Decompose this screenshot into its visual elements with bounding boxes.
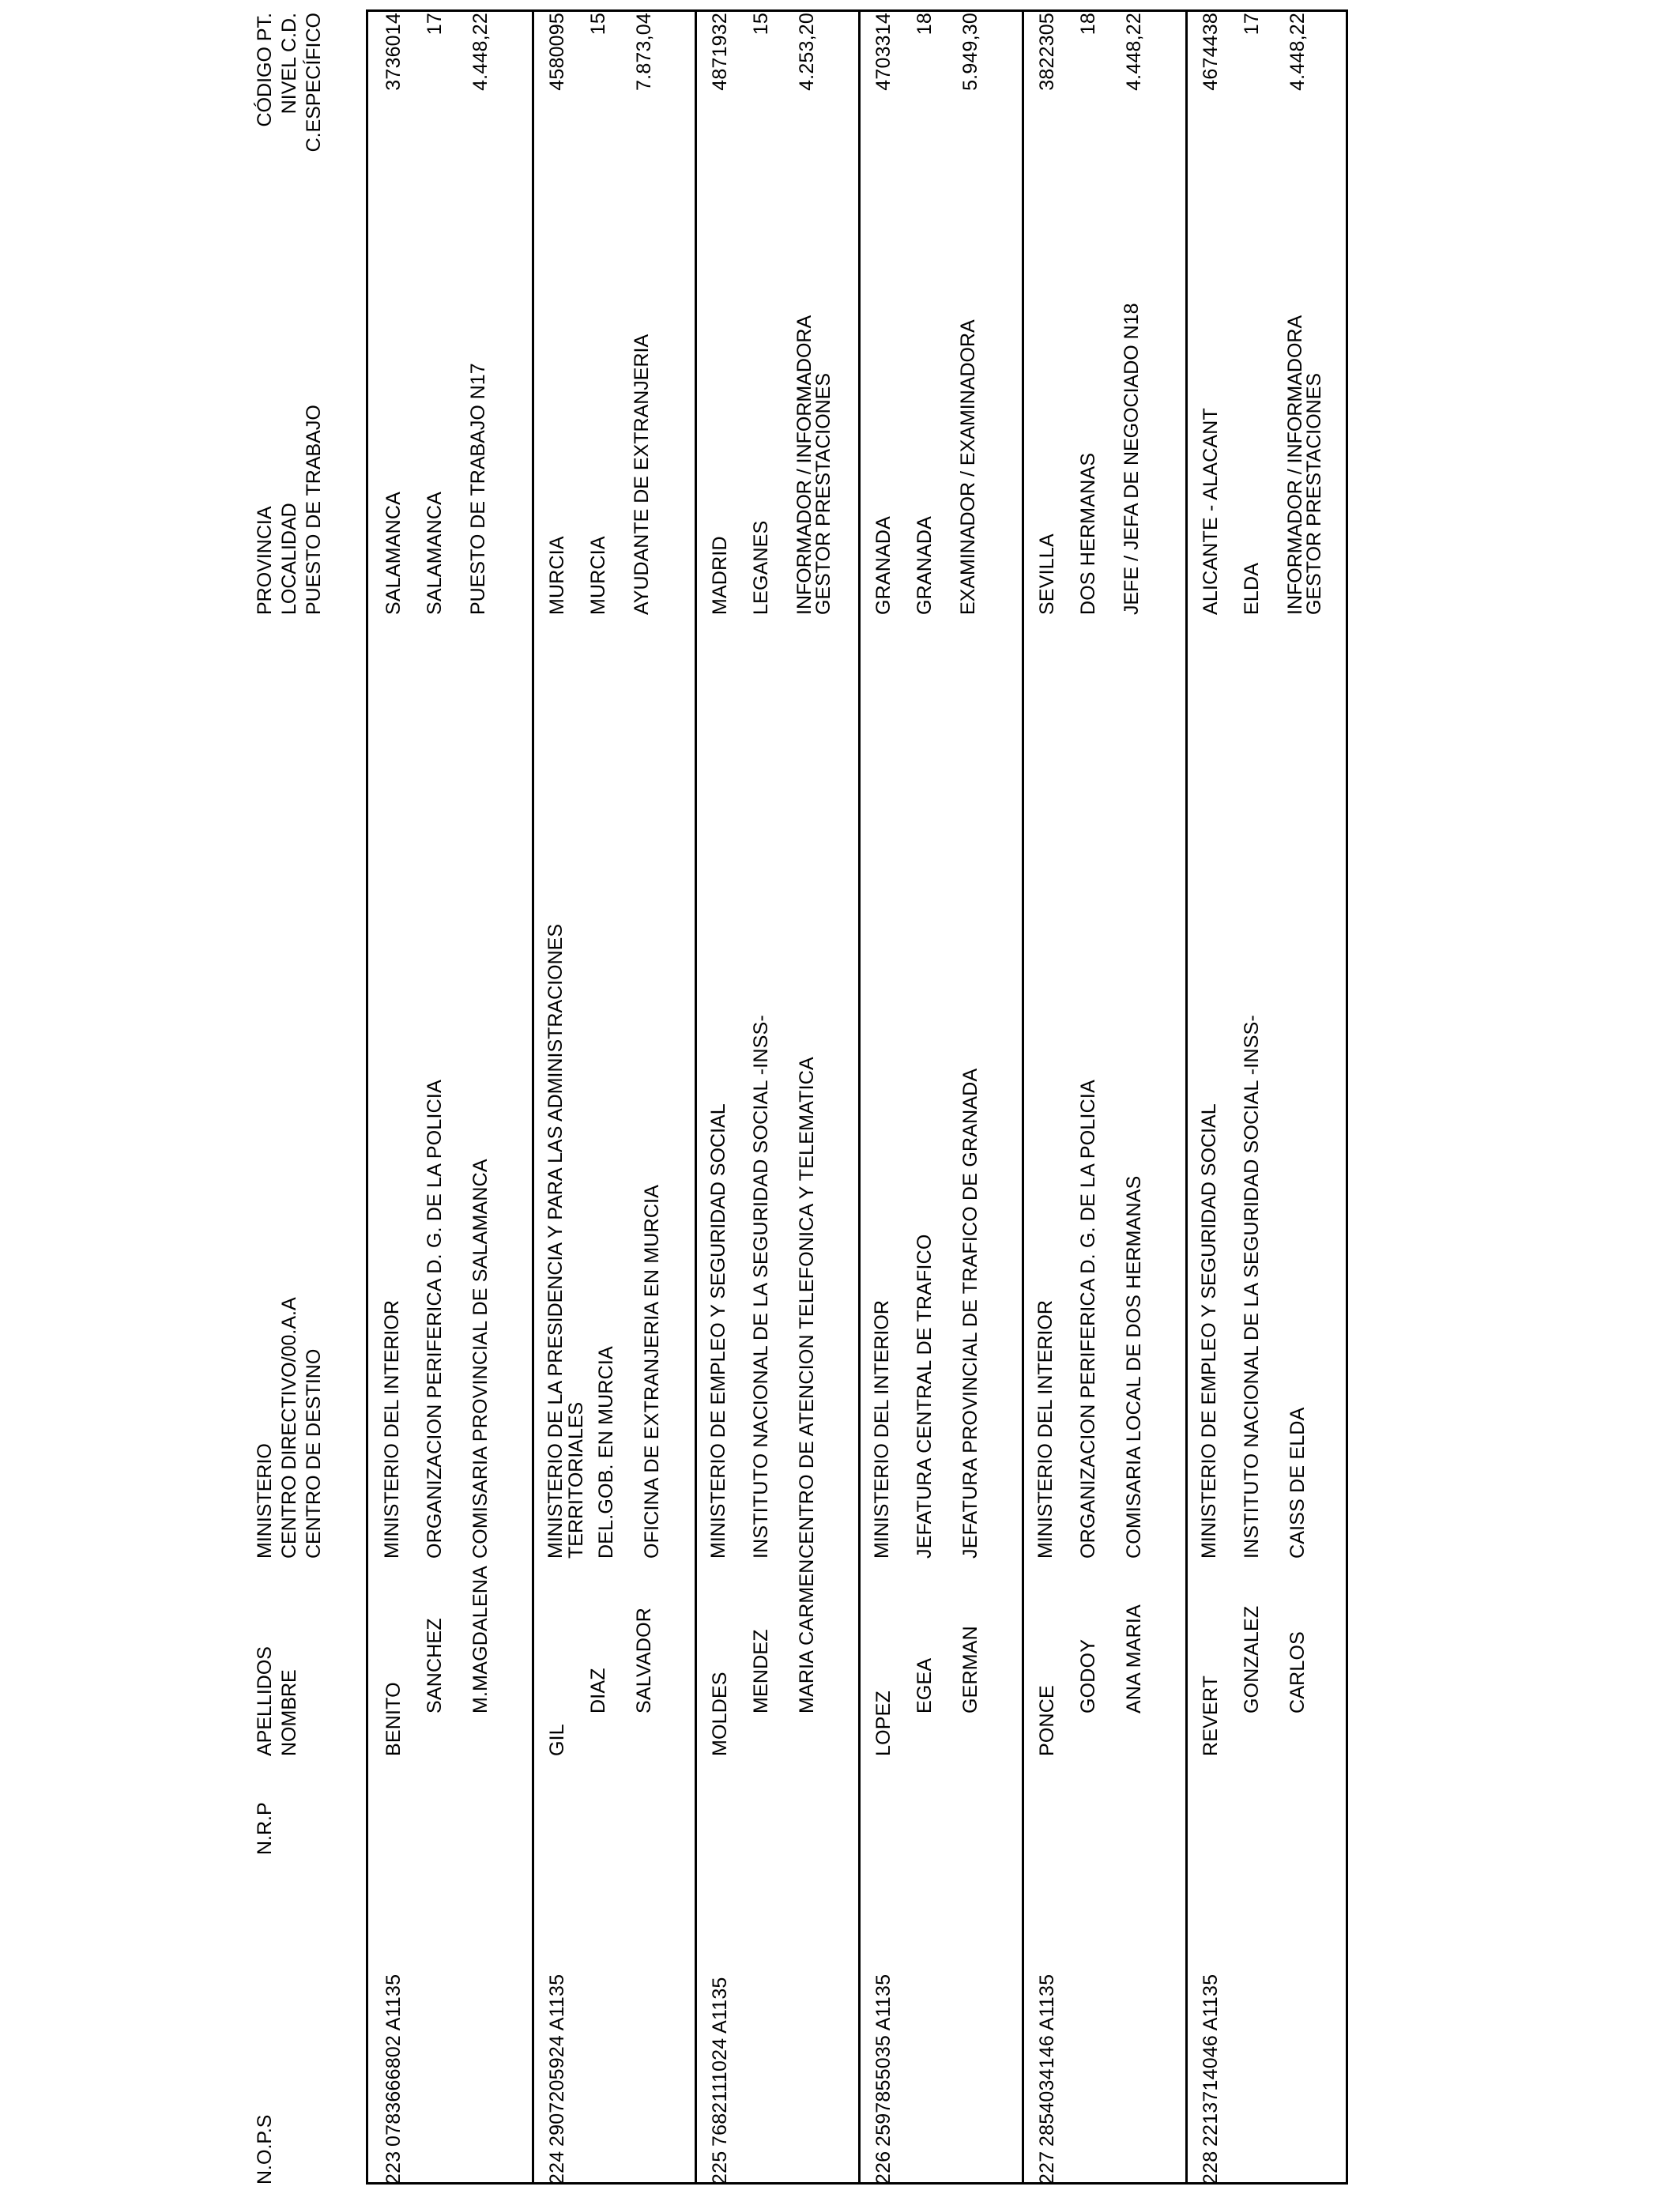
row-centro-destino: COMISARIA LOCAL DE DOS HERMANAS: [1123, 1175, 1145, 1559]
row-puesto-line1: JEFE / JEFA DE NEGOCIADO N18: [1121, 303, 1143, 615]
row-provincia: SALAMANCA: [382, 491, 405, 615]
row-nombre: ANA MARIA: [1123, 1604, 1145, 1713]
row-apellido1: GIL: [546, 1724, 568, 1756]
row-ministerio-line1: MINISTERIO DE EMPLEO Y SEGURIDAD SOCIAL: [707, 1103, 729, 1559]
row-puesto: [795, 315, 833, 615]
row-nrp: 2854034146 A1135: [1036, 1973, 1058, 2147]
row-codigo: 4871932: [709, 13, 731, 91]
row-provincia: SEVILLA: [1036, 533, 1058, 615]
row-divider: [858, 9, 861, 2185]
row-ministerio-line1: MINISTERIO DEL INTERIOR: [1034, 1300, 1057, 1559]
row-puesto-line1: INFORMADOR / INFORMADORA: [1284, 315, 1306, 615]
row-puesto: [469, 363, 488, 615]
row-nombre: CARLOS: [1286, 1630, 1309, 1713]
row-centro-directivo: DEL.GOB. EN MURCIA: [595, 1346, 617, 1559]
row-puesto-line2: GESTOR PRESTACIONES: [812, 372, 834, 615]
header-centro-directivo: CENTRO DIRECTIVO/00.A.A: [278, 1297, 300, 1559]
header-nombre: NOMBRE: [278, 1669, 300, 1756]
row-apellido1: PONCE: [1036, 1685, 1058, 1756]
row-apellido1: BENITO: [382, 1682, 405, 1756]
header-nops: N.O.P.S: [254, 2114, 276, 2185]
row-ministerio: [545, 924, 586, 1559]
row-ministerio-line1: MINISTERIO DE EMPLEO Y SEGURIDAD SOCIAL: [1198, 1103, 1220, 1559]
row-apellido2: EGEA: [913, 1657, 936, 1713]
row-centro-destino: COMISARIA PROVINCIAL DE SALAMANCA: [469, 1159, 492, 1559]
row-especifico: 4.448,22: [1123, 13, 1145, 91]
row-apellido1: MOLDES: [709, 1672, 731, 1756]
row-divider: [532, 9, 534, 2185]
row-centro-destino: CAISS DE ELDA: [1286, 1407, 1309, 1559]
row-centro-directivo: JEFATURA CENTRAL DE TRAFICO: [913, 1234, 936, 1559]
row-ministerio-line1: MINISTERIO DEL INTERIOR: [381, 1300, 403, 1559]
row-ministerio: [1035, 1300, 1056, 1559]
row-divider: [1022, 9, 1024, 2185]
row-nrp: 0783666802 A1135: [382, 1973, 405, 2147]
header-ministerio: MINISTERIO: [254, 1443, 276, 1559]
row-nombre: SALVADOR: [633, 1607, 655, 1713]
row-apellido1: REVERT: [1200, 1675, 1222, 1756]
header-provincia-block: [253, 405, 326, 615]
row-codigo: 3822305: [1036, 13, 1058, 91]
header-apellidos-nombre: [253, 1646, 302, 1756]
row-nivel: 15: [587, 13, 609, 36]
row-apellido2: SANCHEZ: [424, 1618, 446, 1713]
table-frame: [366, 9, 1348, 2185]
row-especifico: 5.949,30: [959, 13, 981, 91]
row-provincia: ALICANTE - ALACANT: [1200, 408, 1222, 615]
row-puesto: [1286, 315, 1324, 615]
row-nivel: 17: [424, 13, 446, 36]
row-centro-directivo: ORGANIZACION PERIFERICA D. G. DE LA POLICIA: [424, 1080, 446, 1559]
row-nivel: 15: [750, 13, 772, 36]
row-codigo: 4674438: [1200, 13, 1222, 91]
row-especifico: 7.873,04: [633, 13, 655, 91]
row-localidad: LEGANES: [750, 520, 772, 615]
row-provincia: GRANADA: [872, 515, 895, 615]
row-nombre: M.MAGDALENA: [469, 1566, 492, 1713]
row-nrp: 2213714046 A1135: [1200, 1973, 1222, 2147]
row-ministerio: [382, 1300, 402, 1559]
row-localidad: DOS HERMANAS: [1077, 452, 1099, 615]
row-especifico: 4.448,22: [469, 13, 492, 91]
row-nombre: GERMAN: [959, 1626, 981, 1713]
row-nivel: 18: [913, 13, 936, 36]
row-puesto-line2: GESTOR PRESTACIONES: [1303, 372, 1325, 615]
row-nivel: 18: [1077, 13, 1099, 36]
row-provincia: MURCIA: [546, 536, 568, 615]
row-puesto: [1122, 303, 1141, 615]
header-provincia: PROVINCIA: [254, 506, 276, 615]
row-apellido2: GONZALEZ: [1241, 1605, 1263, 1713]
row-codigo: 4703314: [872, 13, 895, 91]
header-codigo: CÓDIGO PT.: [254, 13, 276, 127]
row-localidad: ELDA: [1241, 562, 1263, 615]
row-especifico: 4.448,22: [1286, 13, 1309, 91]
header-centro-destino: CENTRO DE DESTINO: [303, 1348, 325, 1559]
row-ministerio-line1: MINISTERIO DEL INTERIOR: [871, 1300, 893, 1559]
header-especifico: C.ESPECÍFICO: [303, 13, 325, 153]
row-localidad: GRANADA: [913, 515, 936, 615]
row-apellido2: MENDEZ: [750, 1629, 772, 1713]
row-ministerio-line2: TERRITORIALES: [565, 1401, 587, 1559]
row-ministerio: [708, 1103, 729, 1559]
row-nrp: 2597855035 A1135: [872, 1973, 895, 2147]
header-ministerio-block: [253, 1297, 326, 1559]
row-puesto-line1: EXAMINADOR / EXAMINADORA: [957, 319, 979, 615]
row-centro-destino: OFICINA DE EXTRANJERIA EN MURCIA: [641, 1184, 663, 1559]
row-localidad: MURCIA: [587, 536, 609, 615]
row-nivel: 17: [1241, 13, 1263, 36]
row-divider: [695, 9, 697, 2185]
row-centro-destino: JEFATURA PROVINCIAL DE TRAFICO DE GRANADA: [959, 1068, 981, 1559]
row-puesto-line1: PUESTO DE TRABAJO N17: [467, 363, 489, 615]
header-nrp: N.R.P: [254, 1802, 276, 1855]
row-nops: 227: [1036, 2151, 1058, 2185]
row-codigo: 4580095: [546, 13, 568, 91]
row-nops: 225: [709, 2151, 731, 2185]
row-nops: 224: [546, 2151, 568, 2185]
row-nops: 228: [1200, 2151, 1222, 2185]
row-localidad: SALAMANCA: [424, 491, 446, 615]
row-apellido2: GODOY: [1077, 1638, 1099, 1713]
row-puesto: [632, 334, 651, 615]
row-apellido2: DIAZ: [587, 1668, 609, 1713]
row-centro-destino: CENTRO DE ATENCION TELEFONICA Y TELEMATICA: [796, 1057, 818, 1559]
header-apellidos: APELLIDOS: [254, 1646, 276, 1756]
header-codigo-block: [253, 13, 326, 171]
row-puesto-line1: AYUDANTE DE EXTRANJERIA: [631, 334, 653, 615]
header-puesto: PUESTO DE TRABAJO: [303, 405, 325, 615]
row-divider: [1185, 9, 1188, 2185]
row-puesto-line1: INFORMADOR / INFORMADORA: [793, 315, 816, 615]
header-localidad: LOCALIDAD: [278, 503, 300, 615]
row-centro-directivo: ORGANIZACION PERIFERICA D. G. DE LA POLICIA: [1077, 1080, 1099, 1559]
row-nops: 223: [382, 2151, 405, 2185]
row-puesto: [959, 319, 977, 615]
row-provincia: MADRID: [709, 536, 731, 615]
row-codigo: 3736014: [382, 13, 405, 91]
row-especifico: 4.253,20: [796, 13, 818, 91]
row-ministerio: [872, 1300, 892, 1559]
row-centro-directivo: INSTITUTO NACIONAL DE LA SEGURIDAD SOCIAL -INSS-: [750, 1015, 772, 1559]
row-nops: 226: [872, 2151, 895, 2185]
row-ministerio: [1199, 1103, 1219, 1559]
row-nrp: 2907205924 A1135: [546, 1973, 568, 2147]
row-apellido1: LOPEZ: [872, 1691, 895, 1756]
row-ministerio-line1: MINISTERIO DE LA PRESIDENCIA Y PARA LAS ADMINISTRACIONES: [544, 923, 567, 1559]
header-nivel: NIVEL C.D.: [278, 13, 300, 115]
row-nrp: 7682111024 A1135: [709, 1977, 731, 2147]
row-nombre: MARIA CARMEN: [796, 1559, 818, 1713]
row-centro-directivo: INSTITUTO NACIONAL DE LA SEGURIDAD SOCIAL -INSS-: [1241, 1015, 1263, 1559]
